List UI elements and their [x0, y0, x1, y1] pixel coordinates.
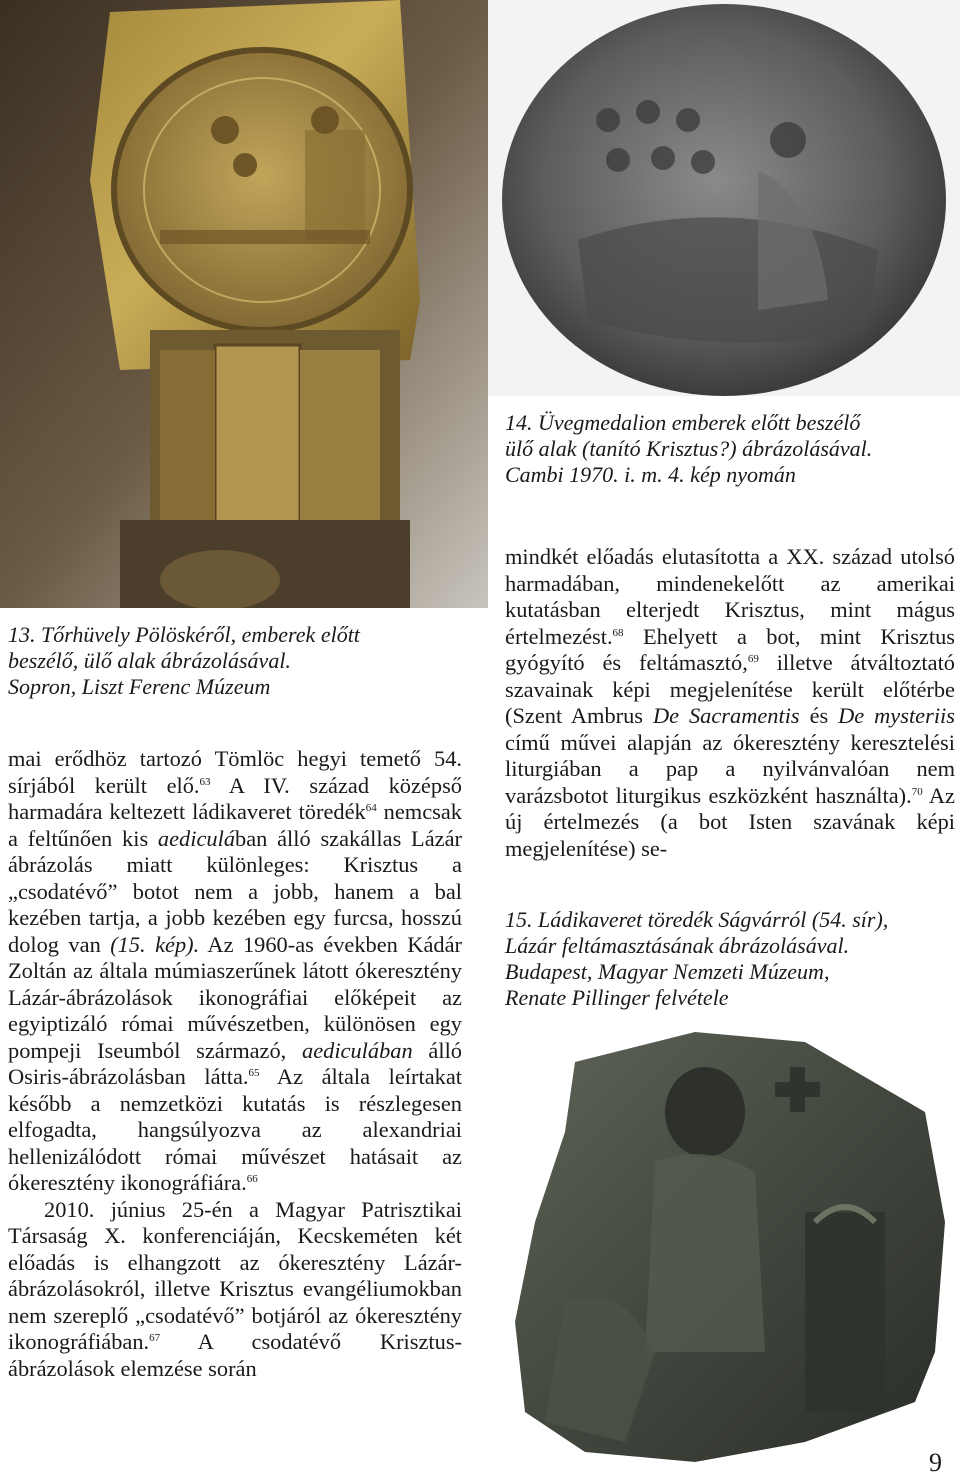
- text-run: Az általa leírtakat később a nemzetközi kutatás is részlegesen elfogadta, hangsúlyozva az alexandriai hellenizálódott római művészet hatásait az ókeresztény ikonográfiára.: [8, 1064, 462, 1195]
- footnote-ref: 66: [246, 1173, 258, 1185]
- figure-15-photo: [505, 1022, 960, 1482]
- text-run: Az 1960-as években Kádár Zoltán az általa múmiaszerűnek látott ókeresztény Lázár-ábrázolások ikonográfiai előképeit az egyiptizáló római művészetben, különösen egy pompeji Iseumból származó,: [8, 931, 463, 1063]
- footnote-ref: 68: [612, 626, 624, 639]
- text-run: nemcsak a feltűnően kis: [8, 799, 462, 851]
- caption-line: Budapest, Magyar Nemzeti Múzeum,: [505, 959, 830, 984]
- caption-line: ülő alak (tanító Krisztus?) ábrázolásával.: [505, 436, 873, 461]
- latin-term: aediculá: [157, 825, 236, 851]
- caption-line: 14. Üvegmedalion emberek előtt beszélő: [505, 410, 861, 435]
- text-run: mindkét előadás elutasította a XX. század utolsó harmadában, mindenekelőtt az amerikai kutatásban elterjedt Krisztus, mint mágus értelmezést.: [505, 544, 955, 649]
- figure-reference: (15. kép).: [110, 931, 200, 957]
- footnote-ref: 69: [747, 653, 759, 665]
- caption-line: Cambi 1970. i. m. 4. kép nyomán: [505, 462, 796, 487]
- footnote-ref: 67: [149, 1332, 161, 1344]
- paragraph: [8, 1197, 462, 1383]
- caption-line: Lázár feltámasztásának ábrázolásával.: [505, 933, 850, 958]
- figure-15-caption: [505, 907, 955, 1011]
- text-run: A csodatévő Krisztus-ábrázolások elemzése során: [8, 1329, 462, 1381]
- caption-line: Sopron, Liszt Ferenc Múzeum: [8, 674, 271, 699]
- caption-line: beszélő, ülő alak ábrázolásával.: [8, 648, 291, 673]
- figure-14-caption: [505, 410, 955, 488]
- text-run: illetve átváltoztató szavainak képi megjelenítése került előtérbe (Szent Ambrus: [505, 650, 955, 728]
- text-run: című művei alapján az ókeresztény keresztelési liturgiában a pap a nyilvánvalóan nem varázsbotot liturgikus eszközként használta).: [505, 729, 955, 808]
- figure-14-photo: [488, 0, 960, 396]
- text-run: mai erődhöz tartozó Tömlöc hegyi temető 54. sírjából került elő.: [8, 746, 462, 798]
- work-title: De Sacramentis: [652, 703, 800, 728]
- figure-13-caption: [8, 622, 478, 700]
- caption-line: 13. Tőrhüvely Pölöskéről, emberek előtt: [8, 622, 360, 647]
- work-title: De mysteriis: [838, 703, 955, 728]
- figure-13-photo: [0, 0, 488, 608]
- text-run: és: [799, 703, 839, 728]
- text-run: 2010. június 25-én a Magyar Patrisztikai Társaság X. konferenciáján, Kecskeméten két előadás is elhangzott az ókeresztény Lázár-ábrázolásokról, illetve Krisztus evangéliumokban nem szereplő „csodatévő” botjáról az ókeresztény ikonográfiában.: [8, 1196, 462, 1354]
- text-run: Az új értelmezés (a bot Isten szavának képi megjelenítése) se-: [505, 782, 955, 861]
- text-run: A IV. század középső harmadára keltezett ládikaveret töredék: [8, 772, 462, 824]
- page-number: 9: [929, 1448, 942, 1477]
- caption-line: Renate Pillinger felvétele: [505, 985, 729, 1010]
- right-column-text: [505, 544, 955, 862]
- footnote-ref: 70: [911, 785, 923, 798]
- paragraph: [505, 544, 955, 862]
- text-run: ban álló szakállas Lázár ábrázolás miatt különleges: Krisztus a „csodatévő” botot nem a jobb, hanem a bal kezében tartja, a jobb kezében egy furcsa, hosszú dolog van: [8, 825, 462, 957]
- latin-term: aediculában: [302, 1037, 413, 1063]
- paragraph: [8, 746, 462, 1197]
- left-column-text: [8, 746, 462, 1382]
- text-run: Ehelyett a bot, mint Krisztus gyógyító és feltámasztó,: [505, 623, 955, 675]
- footnote-ref: 65: [248, 1067, 260, 1079]
- caption-line: 15. Ládikaveret töredék Ságvárról (54. sír),: [505, 907, 889, 932]
- footnote-ref: 64: [365, 802, 377, 814]
- text-run: álló Osiris-ábrázolásban látta.: [8, 1037, 462, 1089]
- footnote-ref: 63: [199, 775, 211, 788]
